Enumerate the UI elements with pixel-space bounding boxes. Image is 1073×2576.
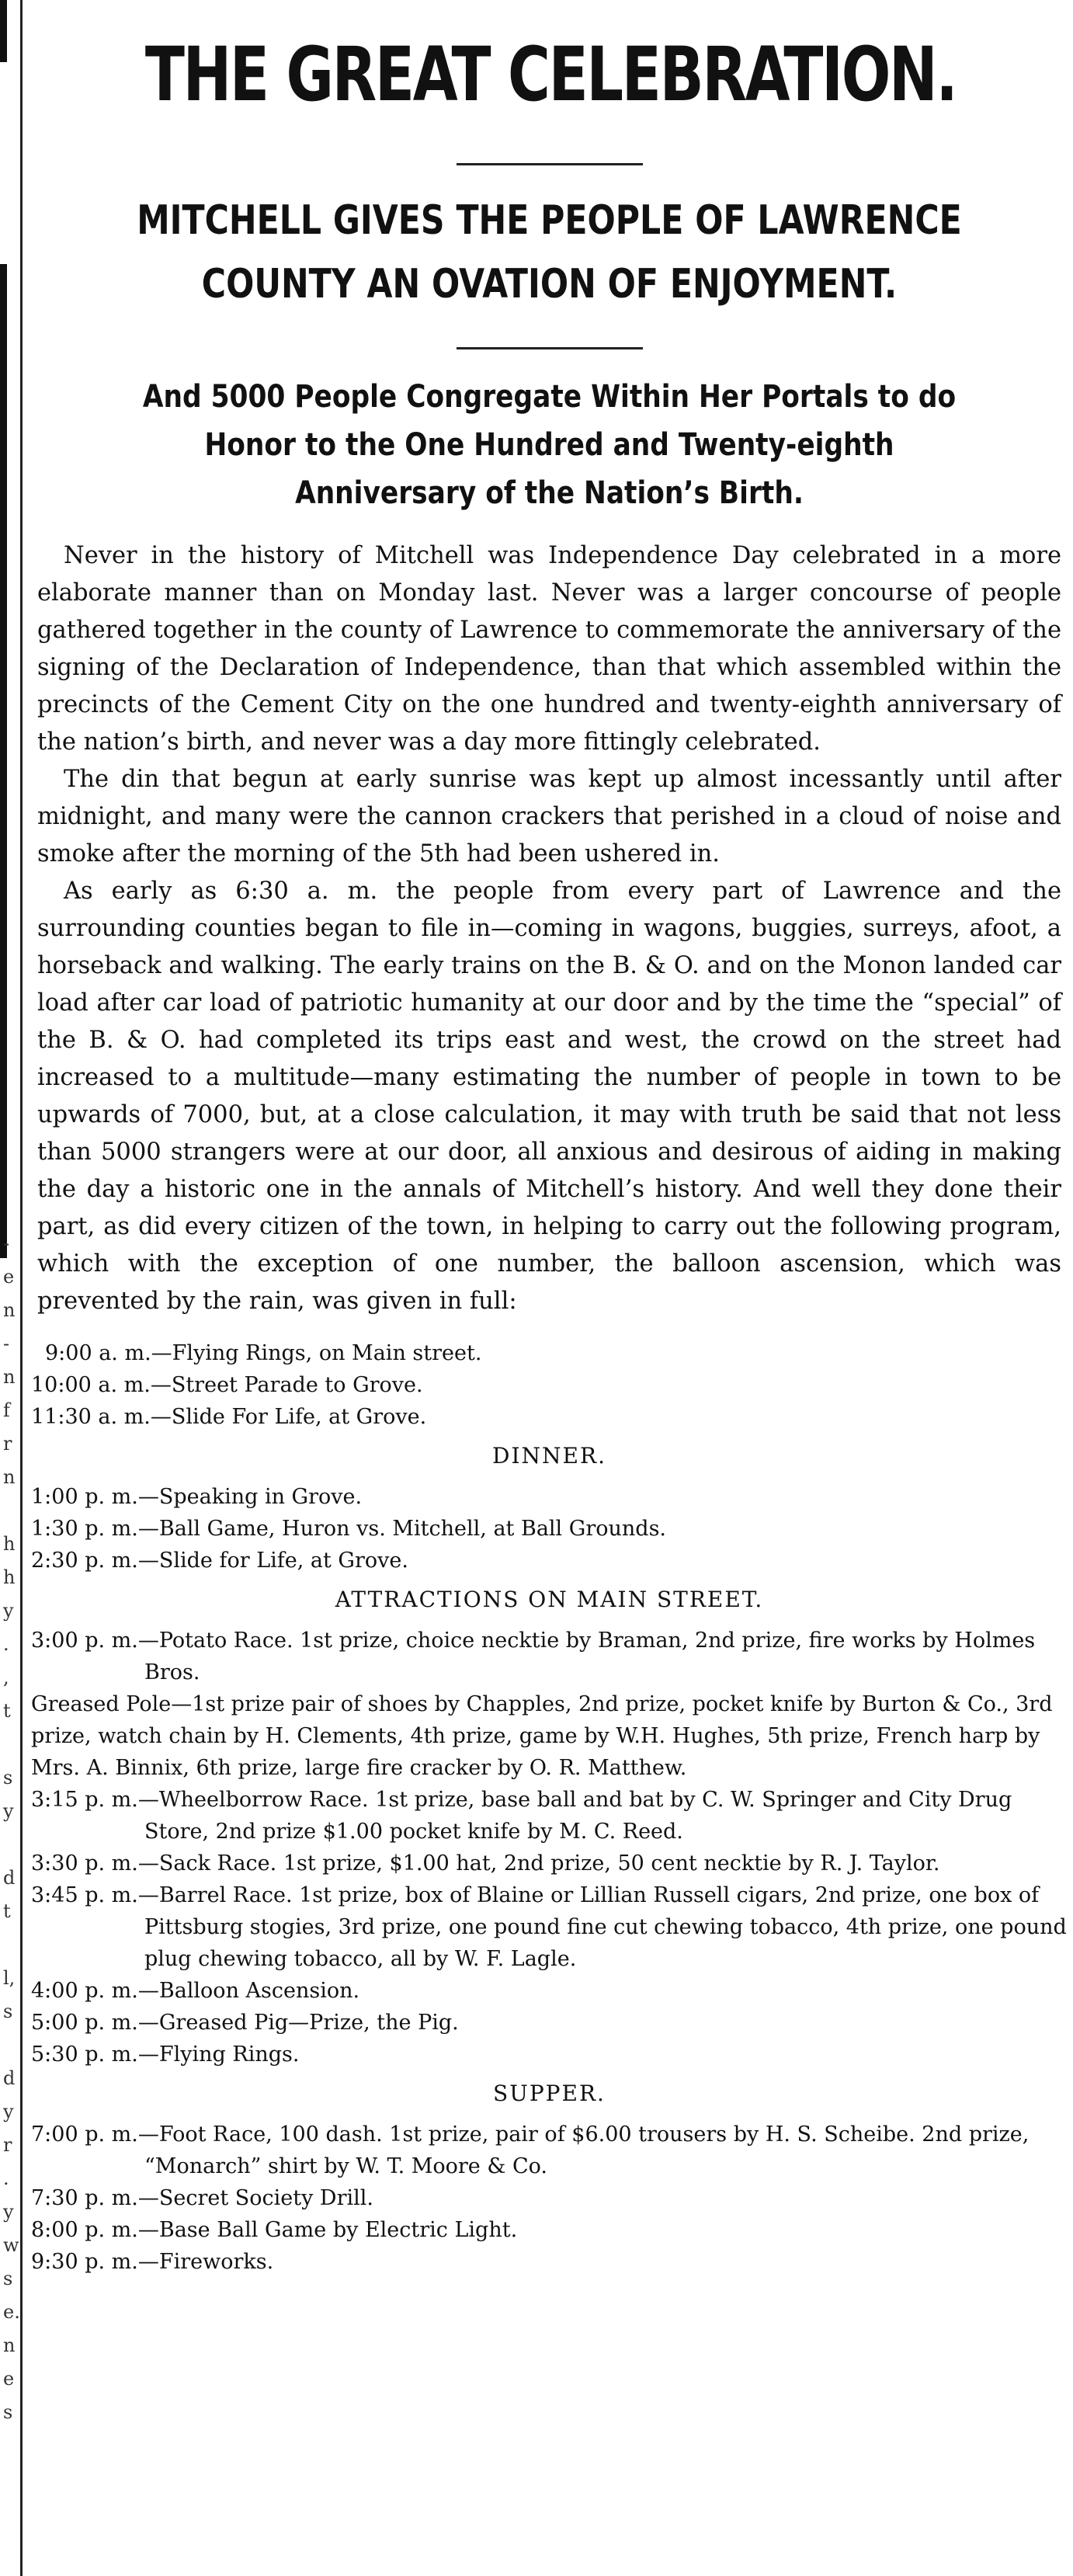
left-edge-bar — [0, 264, 7, 1258]
edge-fragment: n — [3, 1466, 16, 1488]
deck-rule — [457, 347, 643, 349]
paragraph: As early as 6:30 a. m. the people from every part of Lawrence and the surrounding counties began to file in—coming in wagons, buggies, surreys, afoot, a horseback and walking. The early trains on the B. & O. and on the Monon landed car load after car load of patriotic humanity at our door and by the time the “special” of the B. & O. had completed its trips east and west, the crowd on the street had increased to a multitude—many estimating the number of people in town to be upwards of 7000, but, at a close calculation, it may with truth be said that not less than 5000 strangers were at our door, all anxious and desirous of aiding in making the day a historic one in the annals of Mitchell’s history. And well they done their part, as did every citizen of the town, in helping to carry out the following program, which with the exception of one number, the balloon ascension, which was prevented by the rain, was given in full: — [37, 878, 1061, 1315]
program-item: Greased Pole—1st prize pair of shoes by Chapples, 2nd prize, pocket knife by Burton & Co., 3rd prize, watch chain by H. Clements, 4th prize, game by W.H. Hughes, 5th prize, French harp by Mrs. A. Binnix, 6th prize, large fire cracker by O. R. Matthew. — [31, 1692, 1053, 1780]
edge-fragment — [3, 1728, 17, 1761]
program-item: 7:30 p. m.—Secret Society Drill. — [31, 2186, 373, 2210]
edge-fragment: d — [3, 1867, 16, 1889]
edge-fragment: t — [3, 1900, 11, 1922]
program-item: 7:00 p. m.—Foot Race, 100 dash. 1st prize, pair of $6.00 trousers by H. S. Scheibe. 2nd prize, “Monarch” shirt by W. T. Moore & Co. — [31, 2122, 1030, 2178]
program-item: 5:00 p. m.—Greased Pig—Prize, the Pig. — [31, 2011, 459, 2035]
article-body — [31, 537, 1068, 1320]
program-item: 9:00 a. m.—Flying Rings, on Main street. — [45, 1341, 482, 1365]
program-item: 2:30 p. m.—Slide for Life, at Grove. — [31, 1549, 408, 1573]
edge-fragment — [3, 1494, 17, 1528]
program-item: 4:00 p. m.—Balloon Ascension. — [31, 1979, 360, 2003]
edge-fragment: f — [3, 1399, 10, 1421]
adjacent-column-fragments — [3, 1227, 20, 2429]
edge-fragment: s — [3, 1767, 13, 1789]
edge-fragment: s — [3, 2268, 13, 2289]
edge-fragment: e — [3, 1266, 15, 1288]
program-item: 1:30 p. m.—Ball Game, Huron vs. Mitchell, at Ball Grounds. — [31, 1517, 667, 1541]
subhead-line: Honor to the One Hundred and Twenty-eighth — [204, 427, 894, 463]
edge-fragment: r — [3, 1433, 12, 1455]
edge-fragment: w — [3, 2234, 19, 2256]
deck-line: COUNTY AN OVATION OF ENJOYMENT. — [201, 261, 898, 308]
edge-fragment — [3, 1928, 17, 1962]
edge-fragment: h — [3, 1566, 16, 1588]
program — [31, 1337, 1068, 2278]
edge-fragment: t — [3, 1700, 11, 1722]
edge-fragment: . — [3, 1633, 9, 1655]
edge-fragment: y — [3, 2201, 14, 2223]
program-item: 9:30 p. m.—Fireworks. — [31, 2250, 274, 2274]
deck-line: MITCHELL GIVES THE PEOPLE OF LAWRENCE — [137, 197, 962, 244]
program-item: 3:30 p. m.—Sack Race. 1st prize, $1.00 hat, 2nd prize, 50 cent necktie by R. J. Taylor. — [31, 1851, 940, 1876]
program-item: 5:30 p. m.—Flying Rings. — [31, 2042, 300, 2067]
subhead — [103, 373, 995, 517]
edge-fragment: - — [3, 1333, 10, 1354]
edge-fragment: . — [3, 2168, 9, 2189]
edge-fragment: h — [3, 1533, 16, 1555]
edge-fragment: s — [3, 2001, 13, 2022]
edge-fragment: n — [3, 1366, 16, 1388]
section-title-dinner: DINNER. — [492, 1443, 606, 1469]
edge-fragment: y — [3, 1800, 14, 1822]
section-title-attractions: ATTRACTIONS ON MAIN STREET. — [335, 1587, 764, 1612]
edge-fragment: y — [3, 1600, 14, 1622]
edge-fragment: y — [3, 2101, 14, 2122]
subhead-line: And 5000 People Congregate Within Her Portals to do — [142, 379, 957, 415]
edge-fragment: l, — [3, 1967, 16, 1989]
edge-fragment: d — [3, 2067, 16, 2089]
edge-fragment: - — [3, 1232, 10, 1254]
edge-fragment: n — [3, 1299, 16, 1321]
paragraph: The din that begun at early sunrise was kept up almost incessantly until after midnight, and many were the cannon crackers that perished in a cloud of noise and smoke after the morning of the 5th had been ushered in. — [37, 766, 1061, 867]
program-item: 11:30 a. m.—Slide For Life, at Grove. — [31, 1405, 427, 1429]
edge-fragment: e — [3, 2368, 15, 2390]
subhead-line: Anniversary of the Nation’s Birth. — [295, 475, 804, 511]
edge-fragment: n — [3, 2334, 16, 2356]
column-rule — [20, 0, 23, 2576]
deck — [124, 189, 974, 316]
edge-fragment: r — [3, 2134, 12, 2156]
program-item: 1:00 p. m.—Speaking in Grove. — [31, 1485, 363, 1509]
section-title-supper: SUPPER. — [493, 2081, 606, 2106]
edge-fragment: , — [3, 1667, 9, 1688]
program-item: 3:45 p. m.—Barrel Race. 1st prize, box of Blaine or Lillian Russell cigars, 2nd prize, one box of Pittsburg stogies, 3rd prize, one pound fine cut chewing tobacco, 4th prize, one pound plug chewing tobacco, all by W. F. Lagle. — [31, 1883, 1067, 1971]
headline-rule — [457, 163, 643, 165]
edge-fragment: s — [3, 2401, 13, 2423]
edge-fragment — [3, 1828, 17, 1862]
article — [31, 0, 1068, 2278]
program-item: 8:00 p. m.—Base Ball Game by Electric Light. — [31, 2218, 518, 2242]
headline: THE GREAT CELEBRATION. — [144, 31, 957, 118]
program-item: 3:00 p. m.—Potato Race. 1st prize, choice necktie by Braman, 2nd prize, fire works by Holmes Bros. — [31, 1629, 1036, 1684]
paragraph: Never in the history of Mitchell was Independence Day celebrated in a more elaborate manner than on Monday last. Never was a larger concourse of people gathered together in the county of Lawrence to commemorate the anniversary of the signing of the Declaration of Independence, than that which assembled within the precincts of the Cement City on the one hundred and twenty-eighth anniversary of the nation’s birth, and never was a day more fittingly celebrated. — [37, 542, 1061, 756]
program-item: 10:00 a. m.—Street Parade to Grove. — [31, 1373, 423, 1397]
left-edge-bar-top — [0, 0, 7, 62]
program-item: 3:15 p. m.—Wheelborrow Race. 1st prize, base ball and bat by C. W. Springer and City Drug Store, 2nd prize $1.00 pocket knife by M. C. Reed. — [31, 1788, 1012, 1844]
edge-fragment: e. — [3, 2301, 20, 2323]
edge-fragment — [3, 2028, 17, 2062]
